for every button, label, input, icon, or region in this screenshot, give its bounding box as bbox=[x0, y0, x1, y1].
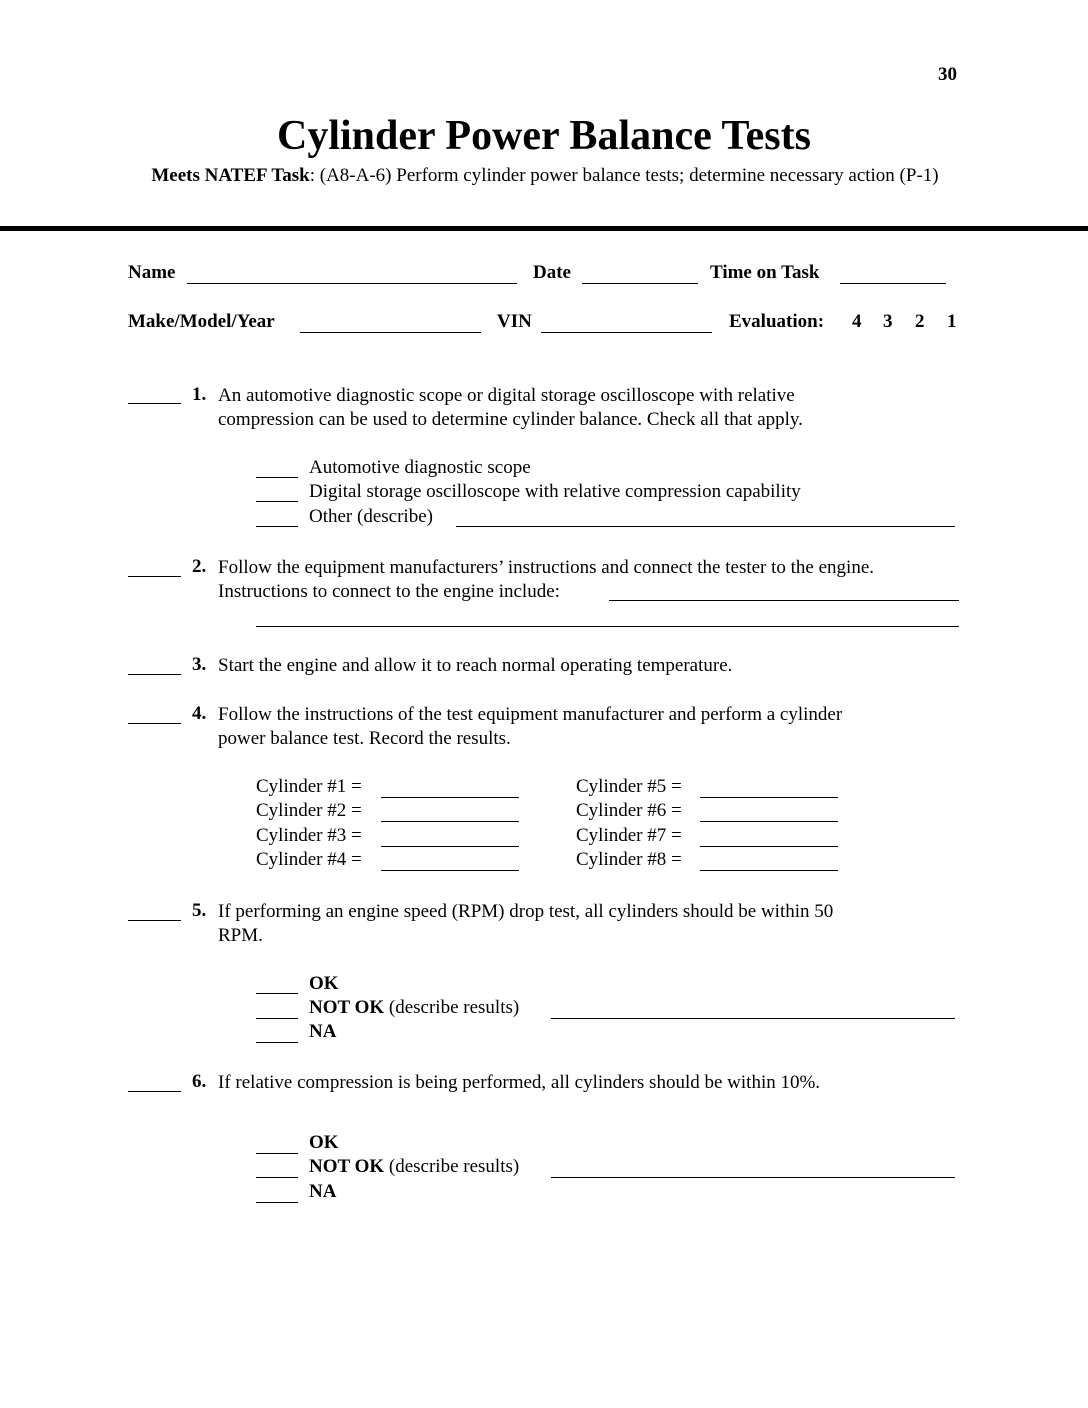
page-number: 30 bbox=[938, 64, 957, 85]
cylinder-1-label: Cylinder #1 = bbox=[256, 776, 362, 797]
q5-not-ok-bold: NOT OK bbox=[309, 997, 385, 1018]
cylinder-4-label: Cylinder #4 = bbox=[256, 849, 362, 870]
q4-number: 4. bbox=[192, 703, 207, 724]
q2-instructions-field-2[interactable] bbox=[256, 626, 959, 627]
q1-option-dso: Digital storage oscilloscope with relative compression capability bbox=[309, 481, 801, 502]
q2-instructions-field-1[interactable] bbox=[609, 600, 959, 601]
q1-option-blank-3[interactable] bbox=[256, 526, 298, 527]
q2-check-blank[interactable] bbox=[128, 576, 181, 577]
q4-text-line1: Follow the instructions of the test equipment manufacturer and perform a cylinder bbox=[218, 704, 843, 725]
cylinder-6-label: Cylinder #6 = bbox=[576, 800, 682, 821]
q5-check-blank[interactable] bbox=[128, 920, 181, 921]
evaluation-score-1[interactable]: 1 bbox=[947, 311, 957, 332]
natef-task-subtitle bbox=[140, 164, 950, 188]
time-on-task-label: Time on Task bbox=[710, 262, 820, 283]
vin-label: VIN bbox=[497, 311, 532, 332]
cylinder-7-label: Cylinder #7 = bbox=[576, 825, 682, 846]
name-label: Name bbox=[128, 262, 176, 283]
evaluation-label: Evaluation: bbox=[729, 311, 825, 332]
q6-na-blank[interactable] bbox=[256, 1202, 298, 1203]
evaluation-score-4[interactable]: 4 bbox=[852, 311, 862, 332]
q1-option-scope: Automotive diagnostic scope bbox=[309, 457, 531, 478]
q3-number: 3. bbox=[192, 654, 207, 675]
cylinder-5-label: Cylinder #5 = bbox=[576, 776, 682, 797]
q2-number: 2. bbox=[192, 556, 207, 577]
date-field[interactable] bbox=[582, 283, 698, 284]
q1-option-other: Other (describe) bbox=[309, 506, 433, 527]
q5-text-line2: RPM. bbox=[218, 925, 263, 946]
q6-not-ok-bold: NOT OK bbox=[309, 1156, 385, 1177]
cylinder-6-field[interactable] bbox=[700, 821, 838, 822]
cylinder-2-label: Cylinder #2 = bbox=[256, 800, 362, 821]
make-model-year-field[interactable] bbox=[300, 332, 481, 333]
q5-describe-field[interactable] bbox=[551, 1018, 955, 1019]
cylinder-5-field[interactable] bbox=[700, 797, 838, 798]
q3-text: Start the engine and allow it to reach normal operating temperature. bbox=[218, 655, 733, 676]
time-on-task-field[interactable] bbox=[840, 283, 946, 284]
evaluation-score-2[interactable]: 2 bbox=[915, 311, 925, 332]
q5-text-line1: If performing an engine speed (RPM) drop test, all cylinders should be within 50 bbox=[218, 901, 834, 922]
q6-check-blank[interactable] bbox=[128, 1091, 181, 1092]
cylinder-8-label: Cylinder #8 = bbox=[576, 849, 682, 870]
q1-check-blank[interactable] bbox=[128, 403, 181, 404]
cylinder-1-field[interactable] bbox=[381, 797, 519, 798]
q2-text-line1: Follow the equipment manufacturers’ instructions and connect the tester to the engine. bbox=[218, 557, 875, 578]
q5-not-ok-blank[interactable] bbox=[256, 1018, 298, 1019]
q6-number: 6. bbox=[192, 1071, 207, 1092]
q4-text-line2: power balance test. Record the results. bbox=[218, 728, 511, 749]
name-field[interactable] bbox=[187, 283, 517, 284]
evaluation-score-3[interactable]: 3 bbox=[883, 311, 893, 332]
q6-not-ok-rest: (describe results) bbox=[384, 1156, 520, 1177]
page-title: Cylinder Power Balance Tests bbox=[277, 113, 811, 159]
q2-text-line2: Instructions to connect to the engine include: bbox=[218, 581, 560, 602]
cylinder-2-field[interactable] bbox=[381, 821, 519, 822]
q5-ok-label: OK bbox=[309, 973, 339, 994]
q1-option-blank-2[interactable] bbox=[256, 501, 298, 502]
cylinder-3-label: Cylinder #3 = bbox=[256, 825, 362, 846]
q1-option-blank-1[interactable] bbox=[256, 477, 298, 478]
q3-check-blank[interactable] bbox=[128, 674, 181, 675]
q1-text-line1: An automotive diagnostic scope or digital storage oscilloscope with relative bbox=[218, 385, 795, 406]
q5-na-label: NA bbox=[309, 1021, 337, 1042]
q6-not-ok-blank[interactable] bbox=[256, 1177, 298, 1178]
natef-label: Meets NATEF Task bbox=[151, 165, 310, 186]
cylinder-4-field[interactable] bbox=[381, 870, 519, 871]
vin-field[interactable] bbox=[541, 332, 712, 333]
q5-ok-blank[interactable] bbox=[256, 993, 298, 994]
q6-describe-field[interactable] bbox=[551, 1177, 955, 1178]
q6-ok-blank[interactable] bbox=[256, 1153, 298, 1154]
q1-number: 1. bbox=[192, 384, 207, 405]
date-label: Date bbox=[533, 262, 571, 283]
q6-not-ok-label bbox=[309, 1156, 519, 1178]
q5-number: 5. bbox=[192, 900, 207, 921]
q5-not-ok-rest: (describe results) bbox=[384, 997, 520, 1018]
cylinder-8-field[interactable] bbox=[700, 870, 838, 871]
cylinder-3-field[interactable] bbox=[381, 846, 519, 847]
header-divider bbox=[0, 226, 1088, 231]
q6-ok-label: OK bbox=[309, 1132, 339, 1153]
make-model-year-label: Make/Model/Year bbox=[128, 311, 275, 332]
q4-check-blank[interactable] bbox=[128, 723, 181, 724]
q1-text-line2: compression can be used to determine cylinder balance. Check all that apply. bbox=[218, 409, 803, 430]
q5-not-ok-label bbox=[309, 997, 519, 1019]
q6-na-label: NA bbox=[309, 1181, 337, 1202]
natef-task-text: : (A8-A-6) Perform cylinder power balance tests; determine necessary action (P-1) bbox=[309, 165, 939, 186]
q6-text: If relative compression is being performed, all cylinders should be within 10%. bbox=[218, 1072, 821, 1093]
cylinder-7-field[interactable] bbox=[700, 846, 838, 847]
q5-na-blank[interactable] bbox=[256, 1042, 298, 1043]
q1-other-describe-field[interactable] bbox=[456, 526, 955, 527]
